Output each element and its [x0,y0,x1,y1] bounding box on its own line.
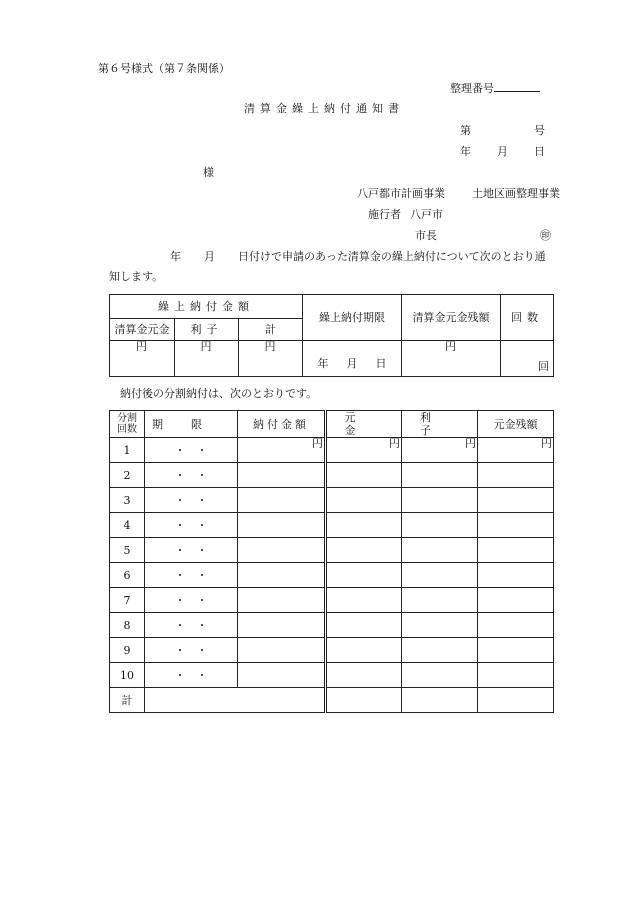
row-number: 2 [110,463,145,488]
document-title: 清算金繰上納付通知書 [244,102,404,115]
header-installment-count: 分割回数 [110,411,145,438]
row-number: 3 [110,488,145,513]
interest-value-cell [175,341,239,377]
project-type: 土地区画整理事業 [472,187,560,200]
row-number: 1 [110,438,145,463]
header-principal: 元金 [326,411,402,438]
principal-cell [326,638,402,663]
row-number: 4 [110,513,145,538]
balance-cell [478,488,554,513]
interest-cell [402,513,478,538]
total-interest-cell [402,688,478,713]
header-principal-balance: 清算金元金残額 [402,295,501,341]
principal-cell [326,488,402,513]
date-year: 年 [460,145,471,158]
row-number: 10 [110,663,145,688]
amount-cell [238,463,326,488]
row-number: 5 [110,538,145,563]
interest-cell [402,488,478,513]
mayor-label: 市長 [415,229,437,242]
yen-unit: 円 [312,437,323,451]
interest-cell [402,613,478,638]
body-month: 月 [204,250,215,263]
table-row [110,438,554,463]
balance-cell [478,663,554,688]
interest-cell [402,538,478,563]
table-row [110,538,554,563]
deadline-day: 日 [375,356,387,370]
balance-cell [478,538,554,563]
addressee-suffix: 様 [203,166,214,179]
header-principal-balance: 元金残額 [478,411,554,438]
row-number: 8 [110,613,145,638]
doc-number-prefix: 第 [460,124,471,137]
amount-cell [238,538,326,563]
row-number: 6 [110,563,145,588]
principal-cell [326,463,402,488]
period-cell: ・ ・ [145,488,238,513]
period-cell: ・ ・ [145,563,238,588]
reference-number [450,80,540,95]
balance-cell [478,438,554,463]
times-value-cell [501,341,554,377]
total-amount-cell [145,688,326,713]
executor-label: 施行者 [368,208,401,221]
amount-cell [238,438,326,463]
amount-cell [238,663,326,688]
interest-cell [402,638,478,663]
project-name: 八戸都市計画事業 [357,187,445,200]
period-cell: ・ ・ [145,463,238,488]
deadline-month: 月 [346,356,358,370]
total-label: 計 [110,688,145,713]
amount-cell [238,588,326,613]
header-period: 期限 [145,411,238,438]
principal-cell [326,613,402,638]
period-cell: ・ ・ [145,588,238,613]
balance-cell [478,513,554,538]
header-total: 計 [239,319,303,341]
balance-cell [478,463,554,488]
balance-cell [478,563,554,588]
total-row [110,688,554,713]
amount-cell [238,613,326,638]
amount-cell [238,563,326,588]
body-text: 日付けで申請のあった清算金の繰上納付について次のとおり通 [238,250,546,263]
period-cell: ・ ・ [145,638,238,663]
deadline-year: 年 [317,356,329,370]
installment-intro: 納付後の分割納付は、次のとおりです。 [120,387,318,400]
period-cell: ・ ・ [145,538,238,563]
balance-cell [478,638,554,663]
header-interest: 利子 [175,319,239,341]
principal-value-cell [110,341,175,377]
body-line-1 [170,250,546,263]
seal-mark: ㊞ [540,229,551,242]
yen-unit: 円 [136,340,147,353]
yen-unit: 円 [465,437,476,451]
reference-number-label: 整理番号 [450,82,494,95]
doc-number-suffix: 号 [534,124,545,137]
header-principal: 清算金元金 [110,319,175,341]
principal-cell [326,438,402,463]
total-value-cell [239,341,303,377]
header-interest: 利子 [402,411,478,438]
principal-cell [326,663,402,688]
principal-cell [326,563,402,588]
interest-cell [402,438,478,463]
amount-cell [238,638,326,663]
reference-number-blank [494,80,540,92]
summary-table [109,294,554,377]
yen-unit: 円 [389,437,400,451]
table-row [110,588,554,613]
period-cell: ・ ・ [145,613,238,638]
interest-cell [402,563,478,588]
header-prepayment-amount: 繰上納付金額 [110,295,303,319]
date-month: 月 [497,145,508,158]
amount-cell [238,513,326,538]
table-row [110,638,554,663]
deadline-value-cell [303,341,402,377]
header-payment-amount: 納付金額 [238,411,326,438]
body-line-2: 知します。 [109,270,164,283]
yen-unit: 円 [200,340,212,353]
date-day: 日 [534,145,545,158]
balance-cell [478,613,554,638]
header-prepayment-deadline: 繰上納付期限 [303,295,402,341]
row-number: 9 [110,638,145,663]
balance-cell [478,588,554,613]
table-row [110,563,554,588]
yen-unit: 円 [264,340,276,353]
interest-cell [402,588,478,613]
interest-cell [402,463,478,488]
yen-unit: 円 [541,437,552,451]
table-row [110,663,554,688]
principal-cell [326,588,402,613]
period-cell: ・ ・ [145,663,238,688]
executor-name: 八戸市 [410,208,443,221]
interest-cell [402,663,478,688]
period-cell: ・ ・ [145,438,238,463]
form-number: 第６号様式（第７条関係） [98,62,230,75]
table-row [110,488,554,513]
balance-value-cell [402,341,501,377]
body-year: 年 [170,250,181,263]
total-principal-cell [326,688,402,713]
amount-cell [238,488,326,513]
yen-unit: 円 [445,340,457,353]
installment-table [109,410,554,713]
table-row [110,463,554,488]
principal-cell [326,513,402,538]
period-cell: ・ ・ [145,513,238,538]
table-row [110,513,554,538]
total-balance-cell [478,688,554,713]
row-number: 7 [110,588,145,613]
times-unit: 回 [538,359,550,373]
principal-cell [326,538,402,563]
header-times: 回数 [501,295,554,341]
table-row [110,613,554,638]
